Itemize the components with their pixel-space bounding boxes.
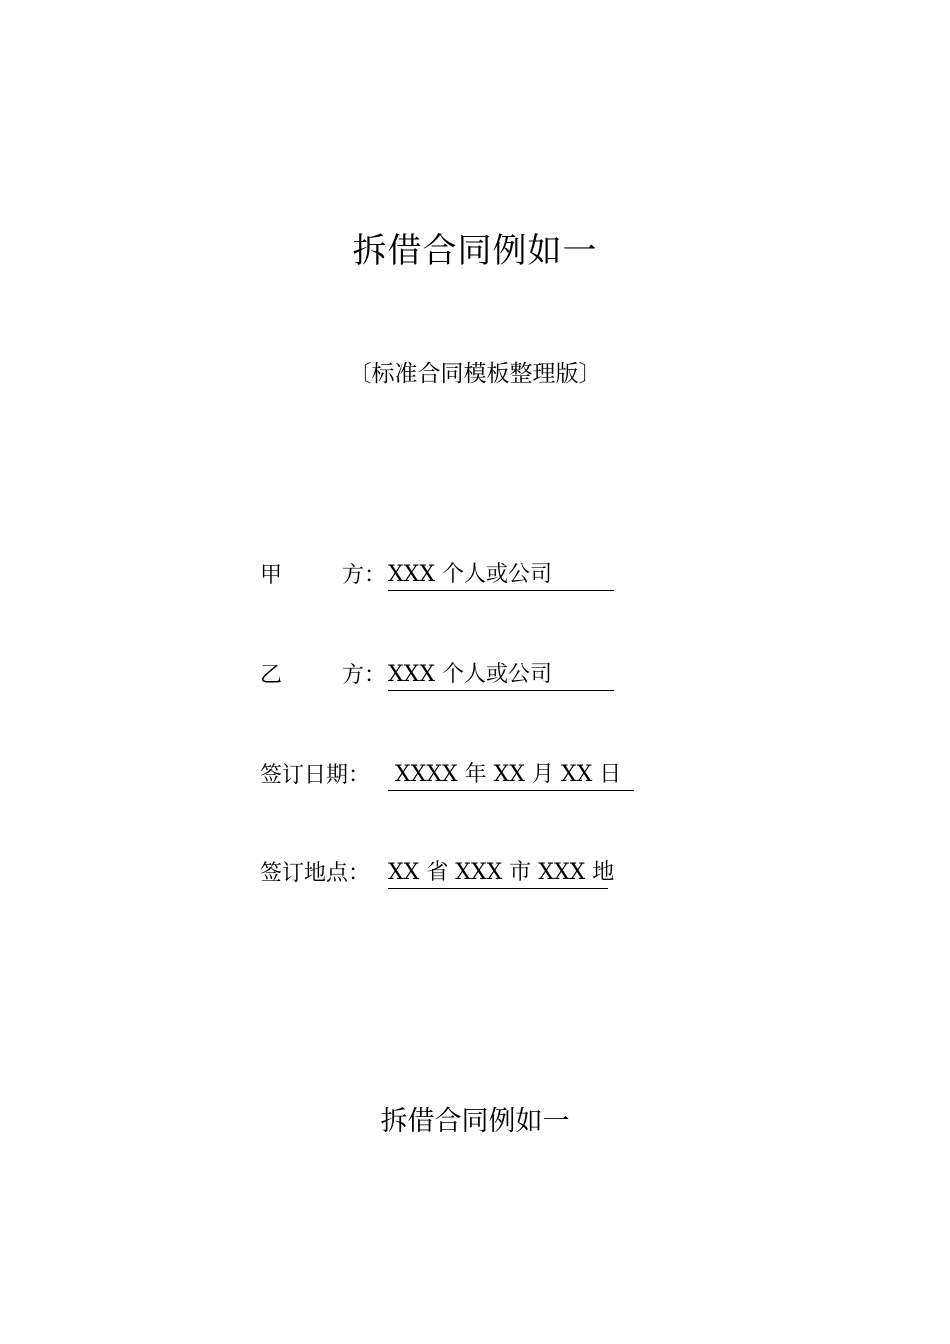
party-b-value: XXX 个人或公司 (388, 660, 614, 691)
party-b-label-second: 方 (341, 663, 364, 688)
signing-date-field (260, 760, 634, 792)
signing-date-label (260, 760, 388, 792)
signing-date-label-text: 签订日期 (260, 763, 349, 788)
signing-date-colon: ： (348, 763, 371, 788)
party-b-colon: ： (364, 663, 387, 688)
party-a-colon: ： (364, 563, 387, 588)
signing-place-label-text: 签订地点 (260, 861, 349, 886)
signing-place-value: XX 省 XXX 市 XXX 地 (388, 858, 608, 889)
signing-place-colon: ： (348, 861, 371, 886)
party-a-label-first: 甲 (260, 563, 283, 588)
document-subtitle: 〔标准合同模板整理版〕 (348, 361, 602, 387)
signing-place-field (260, 858, 615, 890)
document-title: 拆借合同例如一 (352, 231, 598, 271)
section-title: 拆借合同例如一 (380, 1106, 570, 1137)
party-b-label (260, 660, 388, 692)
party-b-field (260, 660, 614, 692)
signing-date-value: XXXX 年 XX 月 XX 日 (388, 760, 634, 791)
signing-place-label (260, 858, 388, 890)
party-a-label-second: 方 (341, 563, 364, 588)
party-a-value: XXX 个人或公司 (388, 560, 614, 591)
party-a-field (260, 560, 614, 592)
party-a-label (260, 560, 388, 592)
party-b-label-first: 乙 (260, 663, 283, 688)
